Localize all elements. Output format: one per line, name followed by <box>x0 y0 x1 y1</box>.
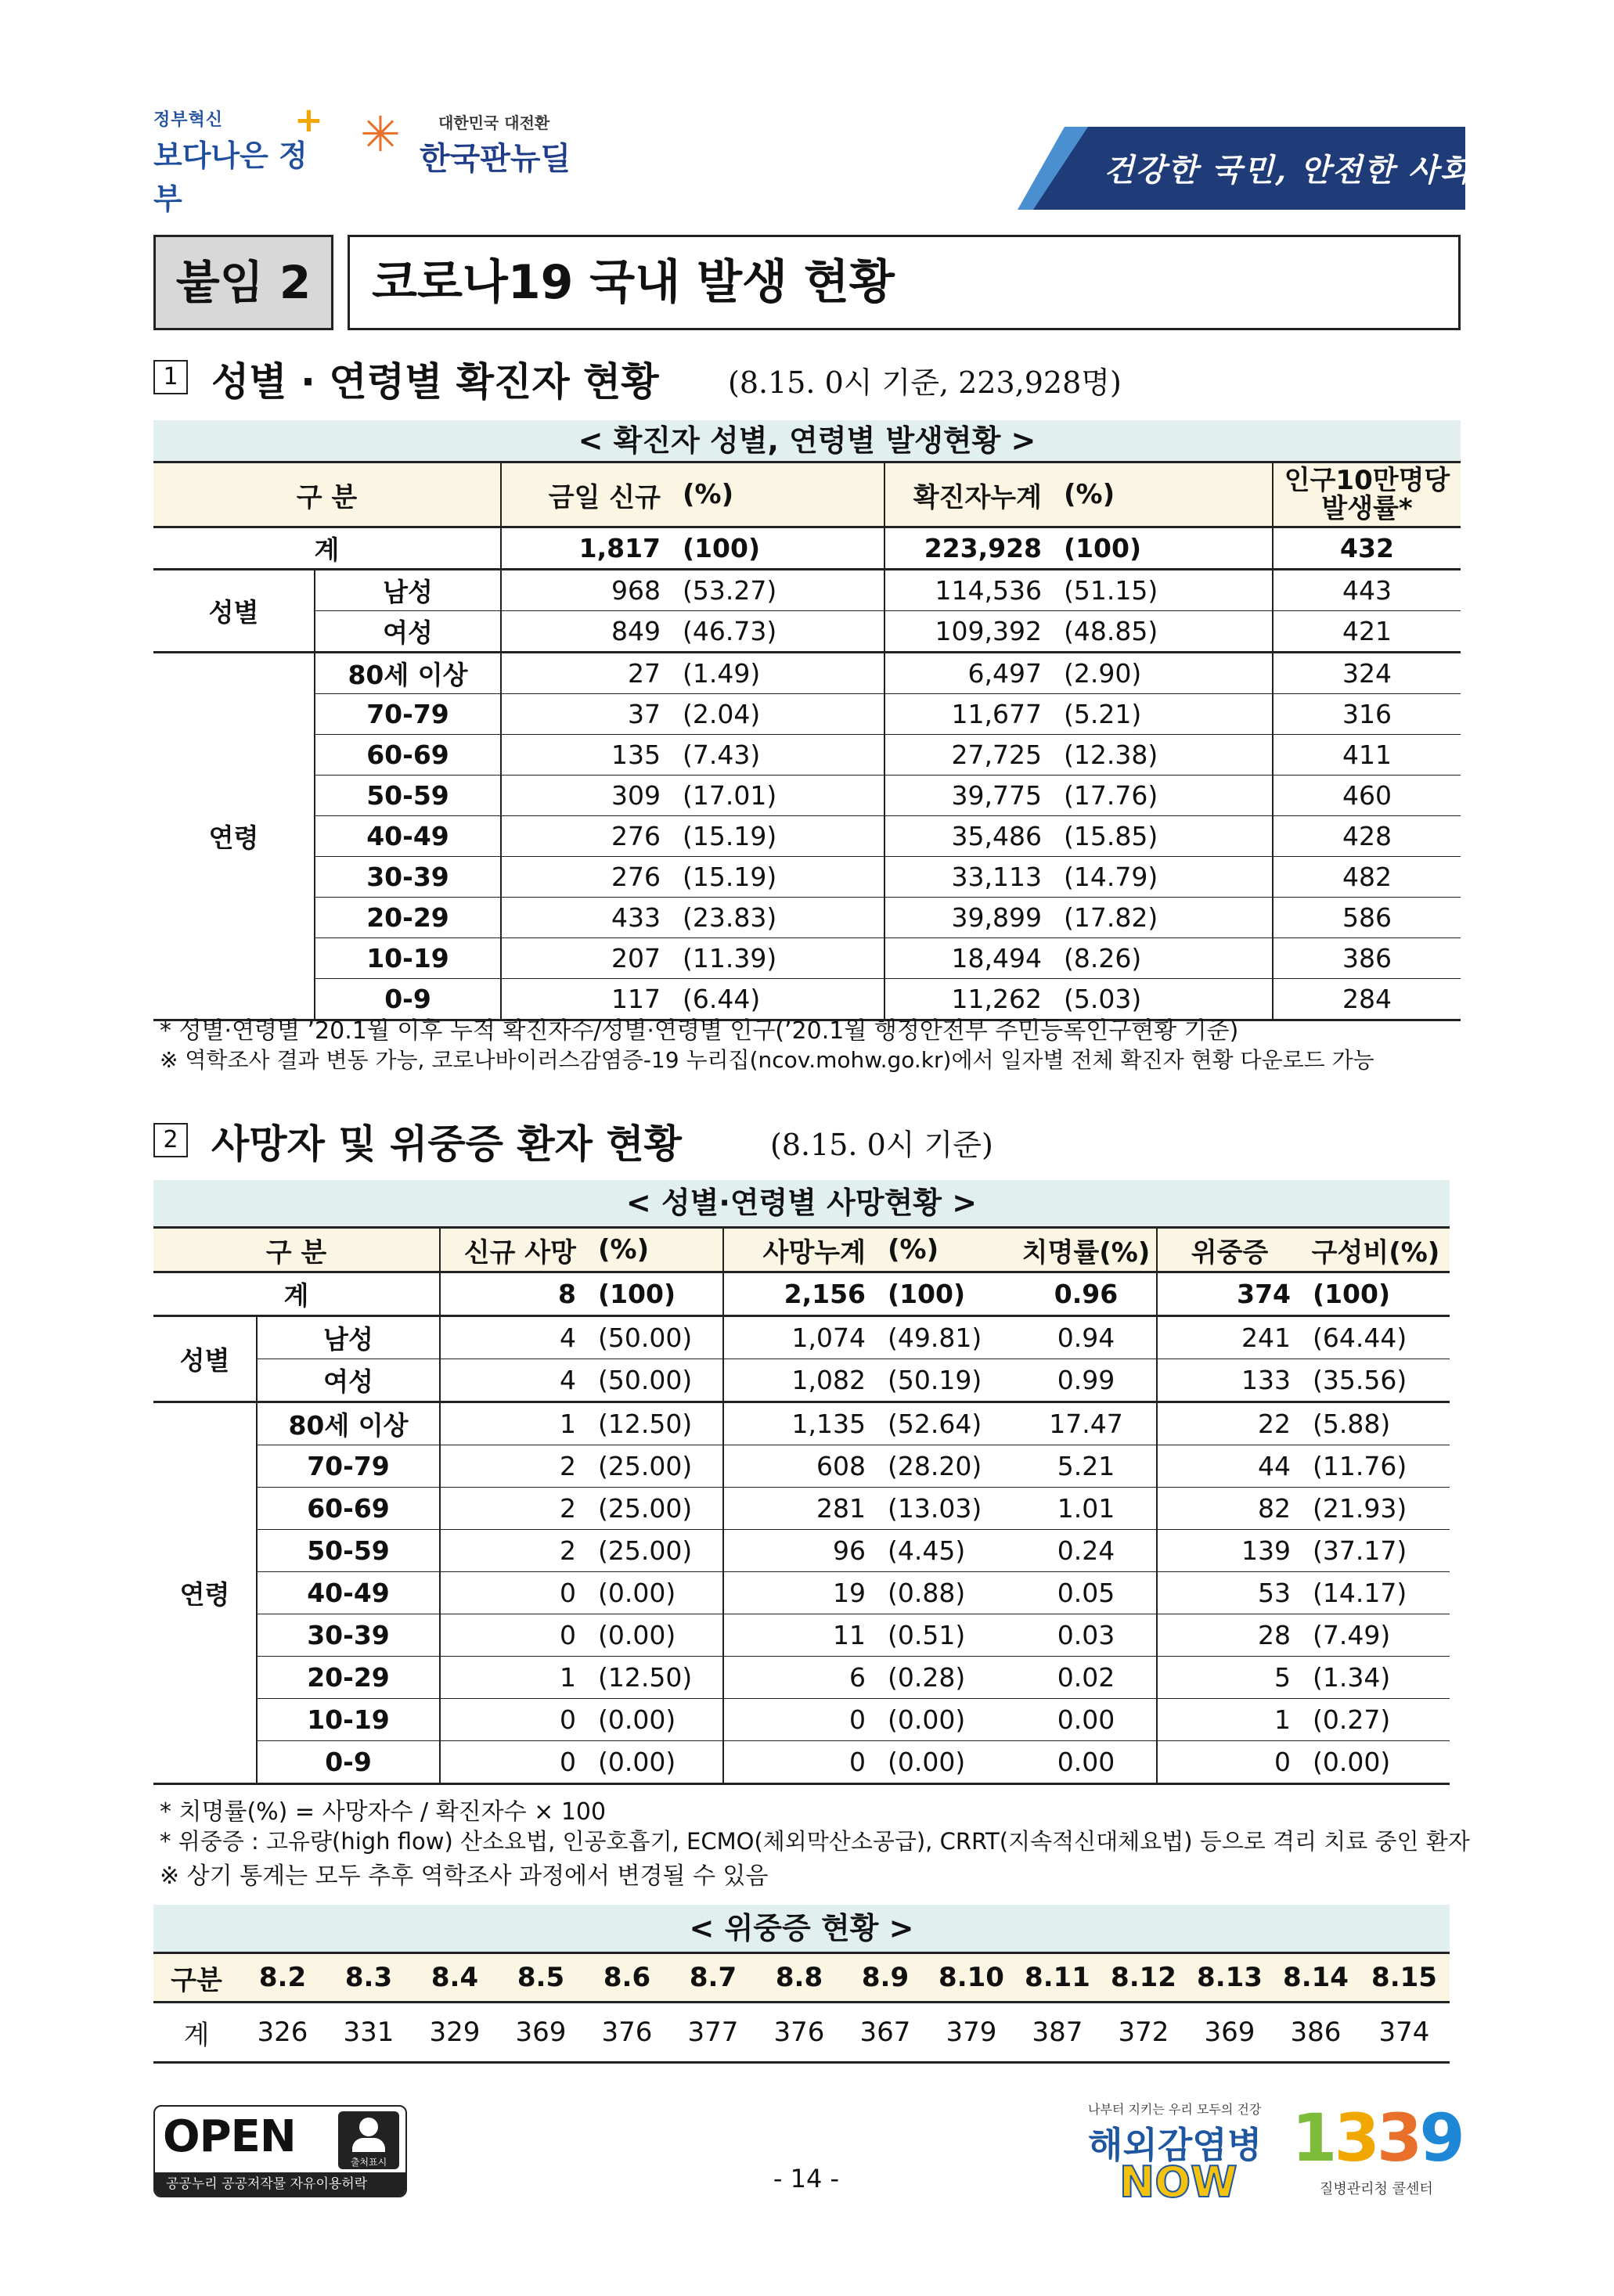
row-cum: 19 <box>723 1572 877 1614</box>
table-row <box>153 1359 1450 1402</box>
row-new: 0 <box>440 1699 587 1741</box>
row-fatality: 0.05 <box>1016 1572 1157 1614</box>
row-cum: 11,262 <box>884 979 1053 1020</box>
total-cum: 2,156 <box>723 1272 877 1316</box>
value-cell: 369 <box>1187 2003 1273 2063</box>
row-label: 60-69 <box>257 1488 440 1530</box>
row-cum: 11,677 <box>884 694 1053 735</box>
total-cum: 223,928 <box>884 527 1053 570</box>
row-cum: 0 <box>723 1741 877 1784</box>
table-row <box>153 1488 1450 1530</box>
slogan-text: 건강한 국민, 안전한 사회 <box>1104 152 1472 189</box>
date-cell: 8.6 <box>584 1953 670 2003</box>
row-label: 계 <box>153 2003 240 2063</box>
row-new-pct: (0.00) <box>587 1741 723 1784</box>
header-category: 구분 <box>153 1953 240 2003</box>
table2-remark: ※ 상기 통계는 모두 추후 역학조사 과정에서 변경될 수 있음 <box>160 1862 769 1890</box>
row-cum: 1,082 <box>723 1359 877 1402</box>
total-severe: 374 <box>1157 1272 1302 1316</box>
call-center-1339-logo <box>1292 2100 1464 2201</box>
row-rate: 586 <box>1273 898 1461 938</box>
license-text: 공공누리 공공저작물 자유이용허락 <box>155 2172 405 2196</box>
row-fatality: 17.47 <box>1016 1402 1157 1445</box>
value-cell: 372 <box>1101 2003 1187 2063</box>
value-cell: 331 <box>326 2003 412 2063</box>
row-new-pct: (50.00) <box>587 1316 723 1359</box>
deaths-table <box>153 1226 1450 1785</box>
date-cell: 8.13 <box>1187 1953 1273 2003</box>
value-cell: 386 <box>1273 2003 1359 2063</box>
row-severe-pct: (37.17) <box>1302 1530 1450 1572</box>
value-cell: 326 <box>240 2003 326 2063</box>
row-fatality: 5.21 <box>1016 1445 1157 1488</box>
row-cum-pct: (0.51) <box>877 1614 1016 1657</box>
row-severe-pct: (5.88) <box>1302 1402 1450 1445</box>
row-fatality: 0.02 <box>1016 1657 1157 1699</box>
table-row <box>153 776 1461 816</box>
date-cell: 8.14 <box>1273 1953 1359 2003</box>
row-new: 1 <box>440 1657 587 1699</box>
header-cum-pct: (%) <box>1053 462 1273 527</box>
logo1-small-text: 정부혁신 <box>153 110 224 130</box>
row-cum-pct: (49.81) <box>877 1316 1016 1359</box>
row-new: 433 <box>501 898 672 938</box>
row-new-pct: (15.19) <box>672 857 884 898</box>
row-severe-pct: (11.76) <box>1302 1445 1450 1488</box>
row-label: 0-9 <box>257 1741 440 1784</box>
section2-number: 2 <box>153 1123 188 1157</box>
value-cell: 377 <box>670 2003 756 2063</box>
date-cell: 8.11 <box>1014 1953 1101 2003</box>
table-header-row <box>153 462 1461 527</box>
row-cum-pct: (8.26) <box>1053 938 1273 979</box>
table-row <box>153 898 1461 938</box>
row-cum-pct: (17.82) <box>1053 898 1273 938</box>
row-cum-pct: (50.19) <box>877 1359 1016 1402</box>
row-severe-pct: (14.17) <box>1302 1572 1450 1614</box>
total-fatality: 0.96 <box>1016 1272 1157 1316</box>
table-row <box>153 2003 1450 2063</box>
row-new-pct: (1.49) <box>672 653 884 694</box>
row-severe-pct: (0.27) <box>1302 1699 1450 1741</box>
row-label: 40-49 <box>257 1572 440 1614</box>
row-new: 0 <box>440 1614 587 1657</box>
table-row <box>153 1614 1450 1657</box>
total-new-pct: (100) <box>587 1272 723 1316</box>
now-word: NOW <box>1119 2157 1238 2207</box>
table1-remark: ※ 역학조사 결과 변동 가능, 코로나바이러스감염증-19 누리집(ncov.mohw.go.kr)에서 일자별 전체 확진자 현황 다운로드 가능 <box>160 1047 1374 1073</box>
row-new: 0 <box>440 1741 587 1784</box>
row-severe: 44 <box>1157 1445 1302 1488</box>
total-new: 8 <box>440 1272 587 1316</box>
date-cell: 8.10 <box>928 1953 1014 2003</box>
row-label: 50-59 <box>315 776 501 816</box>
table-row <box>153 1657 1450 1699</box>
value-cell: 329 <box>412 2003 498 2063</box>
row-rate: 411 <box>1273 735 1461 776</box>
row-cum: 39,775 <box>884 776 1053 816</box>
page-number: - 14 - <box>773 2164 840 2193</box>
table-row <box>153 938 1461 979</box>
table-row <box>153 570 1461 611</box>
row-cum: 1,074 <box>723 1316 877 1359</box>
row-label: 0-9 <box>315 979 501 1020</box>
header-new-pct: (%) <box>587 1228 723 1272</box>
header-cumulative: 확진자누계 <box>884 462 1053 527</box>
row-cum-pct: (2.90) <box>1053 653 1273 694</box>
row-new: 117 <box>501 979 672 1020</box>
date-cell: 8.15 <box>1359 1953 1450 2003</box>
table-row <box>153 1316 1450 1359</box>
row-cum-pct: (5.21) <box>1053 694 1273 735</box>
date-cell: 8.3 <box>326 1953 412 2003</box>
row-cum: 0 <box>723 1699 877 1741</box>
table-row <box>153 1741 1450 1784</box>
attachment-tab <box>153 235 333 330</box>
date-cell: 8.2 <box>240 1953 326 2003</box>
date-cell: 8.9 <box>842 1953 928 2003</box>
row-new: 1 <box>440 1402 587 1445</box>
row-label: 60-69 <box>315 735 501 776</box>
table-row <box>153 611 1461 653</box>
row-new: 2 <box>440 1530 587 1572</box>
date-cell: 8.4 <box>412 1953 498 2003</box>
table2-caption: < 성별·연령별 사망현황 > <box>153 1180 1450 1226</box>
row-rate: 482 <box>1273 857 1461 898</box>
row-cum: 18,494 <box>884 938 1053 979</box>
row-severe: 22 <box>1157 1402 1302 1445</box>
table-row <box>153 735 1461 776</box>
row-severe: 241 <box>1157 1316 1302 1359</box>
row-new: 207 <box>501 938 672 979</box>
row-cum: 6 <box>723 1657 877 1699</box>
row-cum-pct: (0.28) <box>877 1657 1016 1699</box>
header-severe-pct: 구성비(%) <box>1302 1228 1450 1272</box>
overseas-infection-now-logo <box>1088 2100 1276 2207</box>
row-cum: 39,899 <box>884 898 1053 938</box>
value-cell: 367 <box>842 2003 928 2063</box>
row-cum: 35,486 <box>884 816 1053 857</box>
total-new-pct: (100) <box>672 527 884 570</box>
total-cum-pct: (100) <box>1053 527 1273 570</box>
row-fatality: 0.94 <box>1016 1316 1157 1359</box>
severe-trend-table <box>153 1952 1450 2064</box>
sparkle-icon: ✳ <box>360 106 401 163</box>
logo1-big-text: 보다나은 정부 <box>153 139 308 216</box>
row-fatality: 0.03 <box>1016 1614 1157 1657</box>
row-new: 37 <box>501 694 672 735</box>
row-label: 70-79 <box>257 1445 440 1488</box>
row-new: 849 <box>501 611 672 653</box>
total-severe-pct: (100) <box>1302 1272 1450 1316</box>
row-label: 30-39 <box>315 857 501 898</box>
row-new-pct: (7.43) <box>672 735 884 776</box>
page-title: 코로나19 국내 발생 현황 <box>372 255 895 310</box>
row-severe: 5 <box>1157 1657 1302 1699</box>
row-cum: 11 <box>723 1614 877 1657</box>
sex-group-label: 성별 <box>153 570 315 653</box>
now-tagline: 나부터 지키는 우리 모두의 건강 <box>1088 2102 1262 2117</box>
table-row <box>153 1699 1450 1741</box>
row-new-pct: (0.00) <box>587 1614 723 1657</box>
row-cum-pct: (0.88) <box>877 1572 1016 1614</box>
logo2-small-text: 대한민국 대전환 <box>438 113 550 132</box>
row-rate: 460 <box>1273 776 1461 816</box>
value-cell: 376 <box>584 2003 670 2063</box>
gov-innovation-logo <box>153 100 324 216</box>
row-severe-pct: (35.56) <box>1302 1359 1450 1402</box>
table-row <box>153 1402 1450 1445</box>
row-cum-pct: (15.85) <box>1053 816 1273 857</box>
table2-footnote-severe: * 위중증 : 고유량(high flow) 산소요법, 인공호흡기, ECMO(체외막산소공급), CRRT(지속적신대체요법) 등으로 격리 치료 중인 환자 <box>160 1828 1470 1855</box>
row-new: 968 <box>501 570 672 611</box>
row-cum: 96 <box>723 1530 877 1572</box>
row-label: 50-59 <box>257 1530 440 1572</box>
row-new-pct: (50.00) <box>587 1359 723 1402</box>
row-severe: 133 <box>1157 1359 1302 1402</box>
header-category: 구 분 <box>153 1228 440 1272</box>
now-title: 해외감염병 <box>1088 2124 1263 2166</box>
row-new-pct: (46.73) <box>672 611 884 653</box>
table-header-row <box>153 1953 1450 2003</box>
row-rate: 386 <box>1273 938 1461 979</box>
page-title-box <box>348 235 1461 330</box>
age-group-label: 연령 <box>153 1402 257 1784</box>
total-cum-pct: (100) <box>877 1272 1016 1316</box>
row-rate: 316 <box>1273 694 1461 735</box>
row-severe: 53 <box>1157 1572 1302 1614</box>
total-new: 1,817 <box>501 527 672 570</box>
row-new: 4 <box>440 1359 587 1402</box>
row-cum-pct: (28.20) <box>877 1445 1016 1488</box>
row-cum-pct: (13.03) <box>877 1488 1016 1530</box>
row-cum-pct: (14.79) <box>1053 857 1273 898</box>
header-cum-deaths: 사망누계 <box>723 1228 877 1272</box>
total-label: 계 <box>153 527 501 570</box>
row-cum: 109,392 <box>884 611 1053 653</box>
row-rate: 324 <box>1273 653 1461 694</box>
row-cum: 33,113 <box>884 857 1053 898</box>
row-label: 10-19 <box>315 938 501 979</box>
row-severe: 1 <box>1157 1699 1302 1741</box>
row-new-pct: (2.04) <box>672 694 884 735</box>
value-cell: 387 <box>1014 2003 1101 2063</box>
table-row <box>153 857 1461 898</box>
header-rate-line2: 발생률* <box>1321 493 1413 524</box>
table1-caption: < 확진자 성별, 연령별 발생현황 > <box>153 420 1461 461</box>
header-new-deaths: 신규 사망 <box>440 1228 587 1272</box>
date-cell: 8.8 <box>756 1953 842 2003</box>
section1-subtitle: (8.15. 0시 기준, 223,928명) <box>728 365 1122 400</box>
table3-caption: < 위중증 현황 > <box>153 1905 1450 1952</box>
row-cum-pct: (5.03) <box>1053 979 1273 1020</box>
call-center-caption: 질병관리청 콜센터 <box>1320 2181 1433 2197</box>
row-label: 여성 <box>315 611 501 653</box>
row-cum-pct: (0.00) <box>877 1699 1016 1741</box>
row-cum: 27,725 <box>884 735 1053 776</box>
header-rate <box>1273 462 1461 527</box>
value-cell: 369 <box>498 2003 584 2063</box>
total-rate: 432 <box>1273 527 1461 570</box>
section2-subtitle: (8.15. 0시 기준) <box>770 1128 993 1162</box>
table-row <box>153 694 1461 735</box>
attribution-label: 출처표시 <box>350 2157 387 2168</box>
row-new: 309 <box>501 776 672 816</box>
section1-number: 1 <box>153 360 188 394</box>
row-cum: 1,135 <box>723 1402 877 1445</box>
row-severe-pct: (21.93) <box>1302 1488 1450 1530</box>
row-fatality: 0.00 <box>1016 1741 1157 1784</box>
row-severe-pct: (7.49) <box>1302 1614 1450 1657</box>
value-cell: 379 <box>928 2003 1014 2063</box>
date-cell: 8.5 <box>498 1953 584 2003</box>
value-cell: 376 <box>756 2003 842 2063</box>
row-new-pct: (53.27) <box>672 570 884 611</box>
row-new-pct: (0.00) <box>587 1572 723 1614</box>
row-cum: 608 <box>723 1445 877 1488</box>
age-group-label: 연령 <box>153 653 315 1020</box>
logo2-big-text: 한국판뉴딜 <box>420 141 571 177</box>
header-rate-line1: 인구10만명당 <box>1284 465 1450 496</box>
row-new-pct: (25.00) <box>587 1530 723 1572</box>
row-severe-pct: (1.34) <box>1302 1657 1450 1699</box>
row-severe-pct: (0.00) <box>1302 1741 1450 1784</box>
date-cell: 8.12 <box>1101 1953 1187 2003</box>
row-cum: 6,497 <box>884 653 1053 694</box>
row-label: 70-79 <box>315 694 501 735</box>
open-license-badge <box>153 2105 407 2197</box>
row-new: 27 <box>501 653 672 694</box>
open-word: OPEN <box>163 2111 296 2162</box>
confirmed-cases-table <box>153 461 1461 1021</box>
row-cum-pct: (12.38) <box>1053 735 1273 776</box>
table-row <box>153 816 1461 857</box>
row-new-pct: (15.19) <box>672 816 884 857</box>
korean-new-deal-logo <box>360 106 579 184</box>
header-new: 금일 신규 <box>501 462 672 527</box>
call-number: 1339 <box>1292 2100 1462 2176</box>
row-new-pct: (23.83) <box>672 898 884 938</box>
row-cum: 281 <box>723 1488 877 1530</box>
row-new: 2 <box>440 1488 587 1530</box>
row-fatality: 0.24 <box>1016 1530 1157 1572</box>
table-row <box>153 653 1461 694</box>
section1-title: 성별 · 연령별 확진자 현황 <box>211 359 659 405</box>
table-row-total <box>153 527 1461 570</box>
row-label: 80세 이상 <box>315 653 501 694</box>
row-new: 2 <box>440 1445 587 1488</box>
row-fatality: 0.00 <box>1016 1699 1157 1741</box>
row-new-pct: (12.50) <box>587 1657 723 1699</box>
row-severe-pct: (64.44) <box>1302 1316 1450 1359</box>
row-cum-pct: (51.15) <box>1053 570 1273 611</box>
date-cell: 8.7 <box>670 1953 756 2003</box>
section2-title: 사망자 및 위중증 환자 현황 <box>211 1121 682 1167</box>
attachment-label: 붙임 2 <box>175 256 312 309</box>
row-label: 20-29 <box>315 898 501 938</box>
row-cum-pct: (4.45) <box>877 1530 1016 1572</box>
row-new-pct: (25.00) <box>587 1445 723 1488</box>
row-fatality: 1.01 <box>1016 1488 1157 1530</box>
row-label: 30-39 <box>257 1614 440 1657</box>
row-cum-pct: (52.64) <box>877 1402 1016 1445</box>
attribution-icon <box>338 2111 399 2169</box>
row-new: 276 <box>501 816 672 857</box>
row-severe: 139 <box>1157 1530 1302 1572</box>
row-new-pct: (0.00) <box>587 1699 723 1741</box>
row-new-pct: (17.01) <box>672 776 884 816</box>
row-label: 여성 <box>257 1359 440 1402</box>
header-fatality: 치명률(%) <box>1016 1228 1157 1272</box>
row-severe: 0 <box>1157 1741 1302 1784</box>
value-cell: 374 <box>1359 2003 1450 2063</box>
table2-footnote-fatality: * 치명률(%) = 사망자수 / 확진자수 × 100 <box>160 1798 607 1826</box>
row-cum-pct: (48.85) <box>1053 611 1273 653</box>
sex-group-label: 성별 <box>153 1316 257 1402</box>
row-label: 40-49 <box>315 816 501 857</box>
row-severe: 28 <box>1157 1614 1302 1657</box>
row-label: 10-19 <box>257 1699 440 1741</box>
row-rate: 428 <box>1273 816 1461 857</box>
row-new-pct: (11.39) <box>672 938 884 979</box>
row-new-pct: (12.50) <box>587 1402 723 1445</box>
row-label: 20-29 <box>257 1657 440 1699</box>
header-new-pct: (%) <box>672 462 884 527</box>
table-row <box>153 1572 1450 1614</box>
table1-footnote: * 성별·연령별 ’20.1월 이후 누적 확진자수/성별·연령별 인구(’20.1월 행정안전부 주민등록인구현황 기준) <box>160 1017 1239 1045</box>
row-rate: 284 <box>1273 979 1461 1020</box>
header-severe: 위중증 <box>1157 1228 1302 1272</box>
row-severe: 82 <box>1157 1488 1302 1530</box>
row-new-pct: (25.00) <box>587 1488 723 1530</box>
table-row-total <box>153 1272 1450 1316</box>
table-row <box>153 1530 1450 1572</box>
row-fatality: 0.99 <box>1016 1359 1157 1402</box>
row-cum-pct: (0.00) <box>877 1741 1016 1784</box>
row-label: 남성 <box>257 1316 440 1359</box>
row-new: 4 <box>440 1316 587 1359</box>
table-header-row <box>153 1228 1450 1272</box>
row-cum-pct: (17.76) <box>1053 776 1273 816</box>
row-rate: 421 <box>1273 611 1461 653</box>
row-cum: 114,536 <box>884 570 1053 611</box>
row-new: 0 <box>440 1572 587 1614</box>
plus-icon: + <box>294 100 323 140</box>
row-new: 276 <box>501 857 672 898</box>
table-row <box>153 1445 1450 1488</box>
row-label: 80세 이상 <box>257 1402 440 1445</box>
row-rate: 443 <box>1273 570 1461 611</box>
slogan-banner <box>1018 127 1472 210</box>
row-new-pct: (6.44) <box>672 979 884 1020</box>
row-label: 남성 <box>315 570 501 611</box>
row-new: 135 <box>501 735 672 776</box>
header-category: 구 분 <box>153 462 501 527</box>
header-cum-pct: (%) <box>877 1228 1016 1272</box>
total-label: 계 <box>153 1272 440 1316</box>
